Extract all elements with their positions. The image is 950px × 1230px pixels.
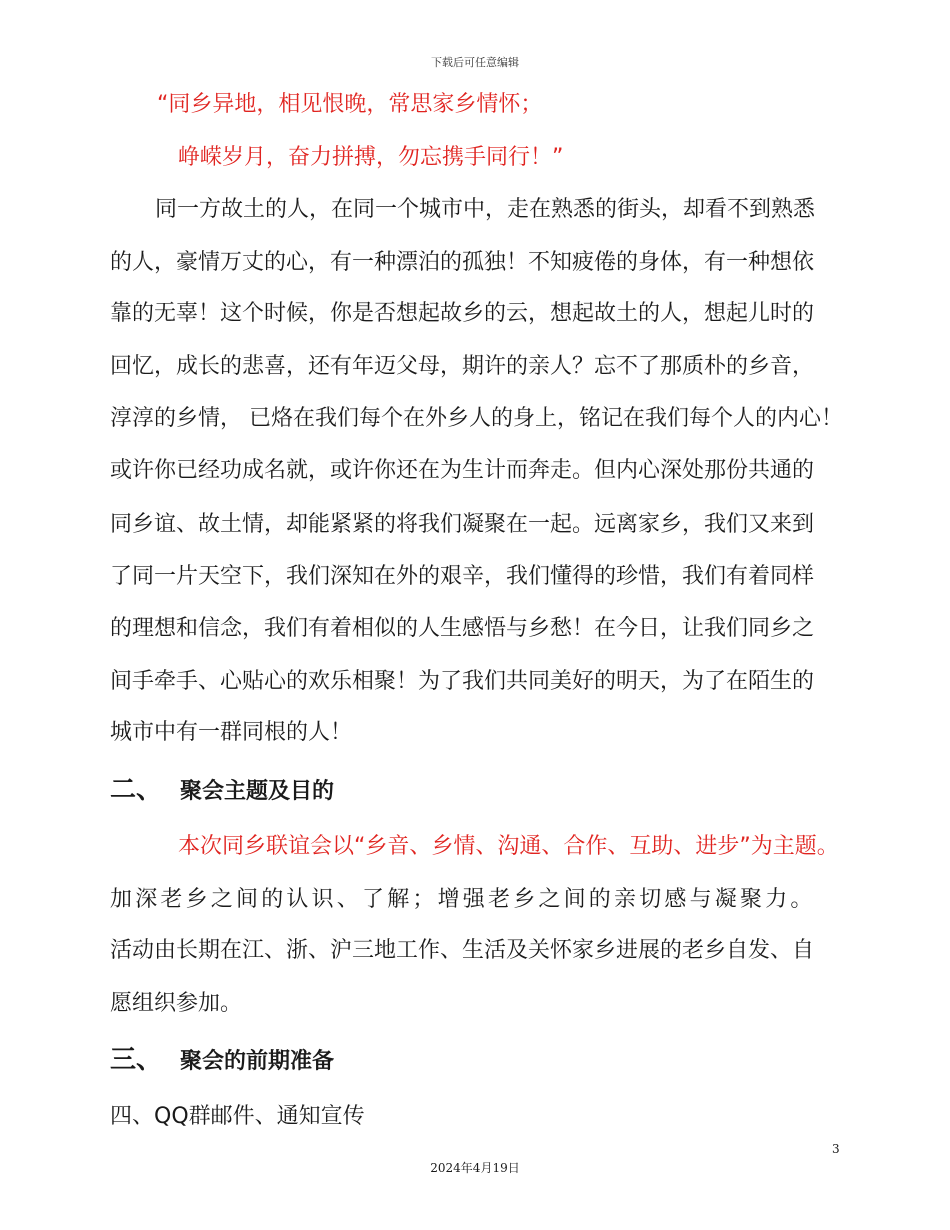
paragraph-line: 的人，豪情万丈的心，有一种漂泊的孤独！不知疲倦的身体，有一种想依 — [110, 250, 815, 275]
paragraph-line: 淳淳的乡情， 已烙在我们每个在外乡人的身上，铭记在我们每个人的内心！ — [110, 406, 843, 431]
theme-statement: 本次同乡联谊会以“乡音、乡情、沟通、合作、互助、进步”为主题。 — [178, 834, 839, 859]
section-heading-3 — [110, 1045, 334, 1077]
paragraph-line: 或许你已经功成名就，或许你还在为生计而奔走。但内心深处那份共通的 — [110, 458, 815, 483]
paragraph-line: 的理想和信念，我们有着相似的人生感悟与乡愁！在今日，让我们同乡之 — [110, 616, 815, 641]
paragraph-line: 回忆，成长的悲喜，还有年迈父母，期许的亲人？忘不了那质朴的乡音， — [110, 354, 815, 379]
paragraph-line: 了同一片天空下，我们深知在外的艰辛，我们懂得的珍惜，我们有着同样 — [110, 564, 815, 589]
section-title: 聚会主题及目的 — [180, 779, 335, 804]
section-number: 二、 — [110, 775, 163, 805]
poem-line-2: 峥嵘岁月，奋力拼搏，勿忘携手同行！” — [178, 145, 564, 170]
section-heading-2 — [110, 775, 334, 807]
paragraph-line: 活动由长期在江、浙、沪三地工作、生活及关怀家乡进展的老乡自发、自 — [110, 938, 815, 963]
paragraph-line: 同乡谊、故土情，却能紧紧的将我们凝聚在一起。远离家乡，我们又来到 — [110, 512, 815, 537]
paragraph-line: 城市中有一群同根的人！ — [110, 720, 353, 745]
section-number: 三、 — [110, 1045, 163, 1075]
footer-date: 2024年4月19日 — [430, 1161, 520, 1175]
paragraph-line: 间手牵手、心贴心的欢乐相聚！为了我们共同美好的明天，为了在陌生的 — [110, 669, 815, 694]
paragraph-line: 愿组织参加。 — [110, 991, 243, 1016]
poem-line-1: “同乡异地，相见恨晚，常思家乡情怀； — [157, 92, 543, 117]
list-item-4: 四、QQ群邮件、通知宣传 — [110, 1104, 365, 1129]
paragraph-line: 靠的无辜！这个时候，你是否想起故乡的云，想起故土的人，想起儿时的 — [110, 301, 815, 326]
page-number: 3 — [832, 1142, 840, 1156]
paragraph-line: 同一方故土的人，在同一个城市中，走在熟悉的街头，却看不到熟悉 — [155, 197, 816, 222]
paragraph-line: 加深老乡之间的认识、了解；增强老乡之间的亲切感与凝聚力。 — [110, 887, 816, 912]
page-header: 下载后可任意编辑 — [431, 56, 519, 69]
section-title: 聚会的前期准备 — [180, 1049, 335, 1074]
